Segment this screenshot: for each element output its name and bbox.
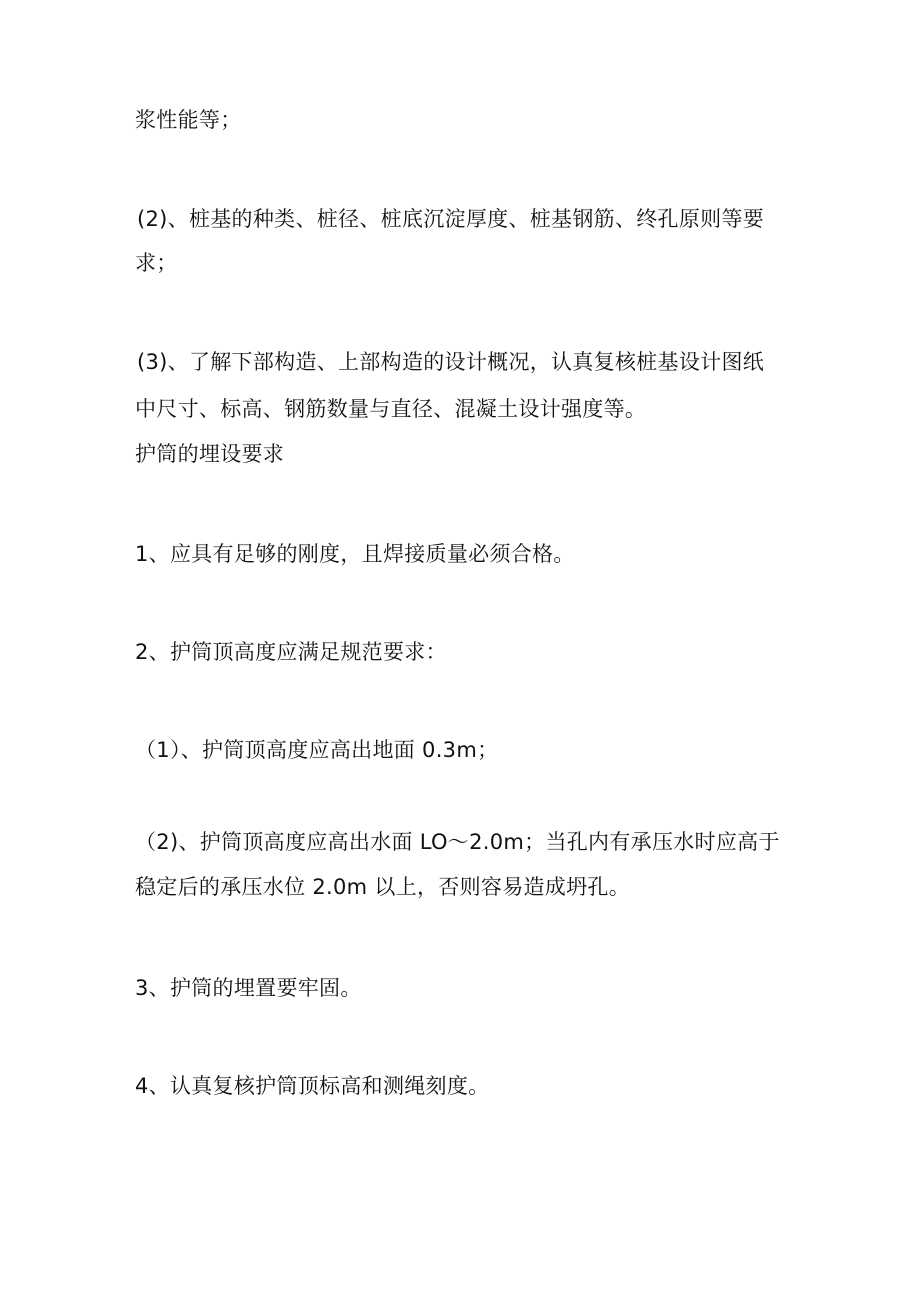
text-line-pile-types-cont: 求；	[135, 251, 178, 275]
text-line-structure-overview-cont: 中尺寸、标高、钢筋数量与直径、混凝土设计强度等。	[135, 397, 647, 421]
text-line-rigidity: 1、应具有足够的刚度，且焊接质量必须合格。	[135, 542, 575, 566]
text-line-above-ground: （1）、护筒顶高度应高出地面 0.3m；	[135, 738, 499, 762]
text-line-structure-overview: (3)、了解下部构造、上部构造的设计概况，认真复核桩基设计图纸	[137, 350, 765, 374]
text-line-above-water: （2)、护筒顶高度应高出水面 LO～2.0m；当孔内有承压水时应高于	[135, 830, 780, 854]
text-line-pile-types: (2)、桩基的种类、桩径、桩底沉淀厚度、桩基钢筋、终孔原则等要	[137, 207, 765, 231]
text-line-casing-top-height: 2、护筒顶高度应满足规范要求：	[135, 640, 447, 664]
section-heading-casing-requirements: 护筒的埋设要求	[135, 442, 285, 466]
text-line-check-elevation: 4、认真复核护筒顶标高和测绳刻度。	[135, 1074, 490, 1098]
text-line-secure-embedding: 3、护筒的埋置要牢固。	[135, 976, 362, 1000]
text-line-above-water-cont: 稳定后的承压水位 2.0m 以上，否则容易造成坍孔。	[135, 875, 631, 899]
text-line-slurry-performance: 浆性能等；	[135, 108, 242, 132]
